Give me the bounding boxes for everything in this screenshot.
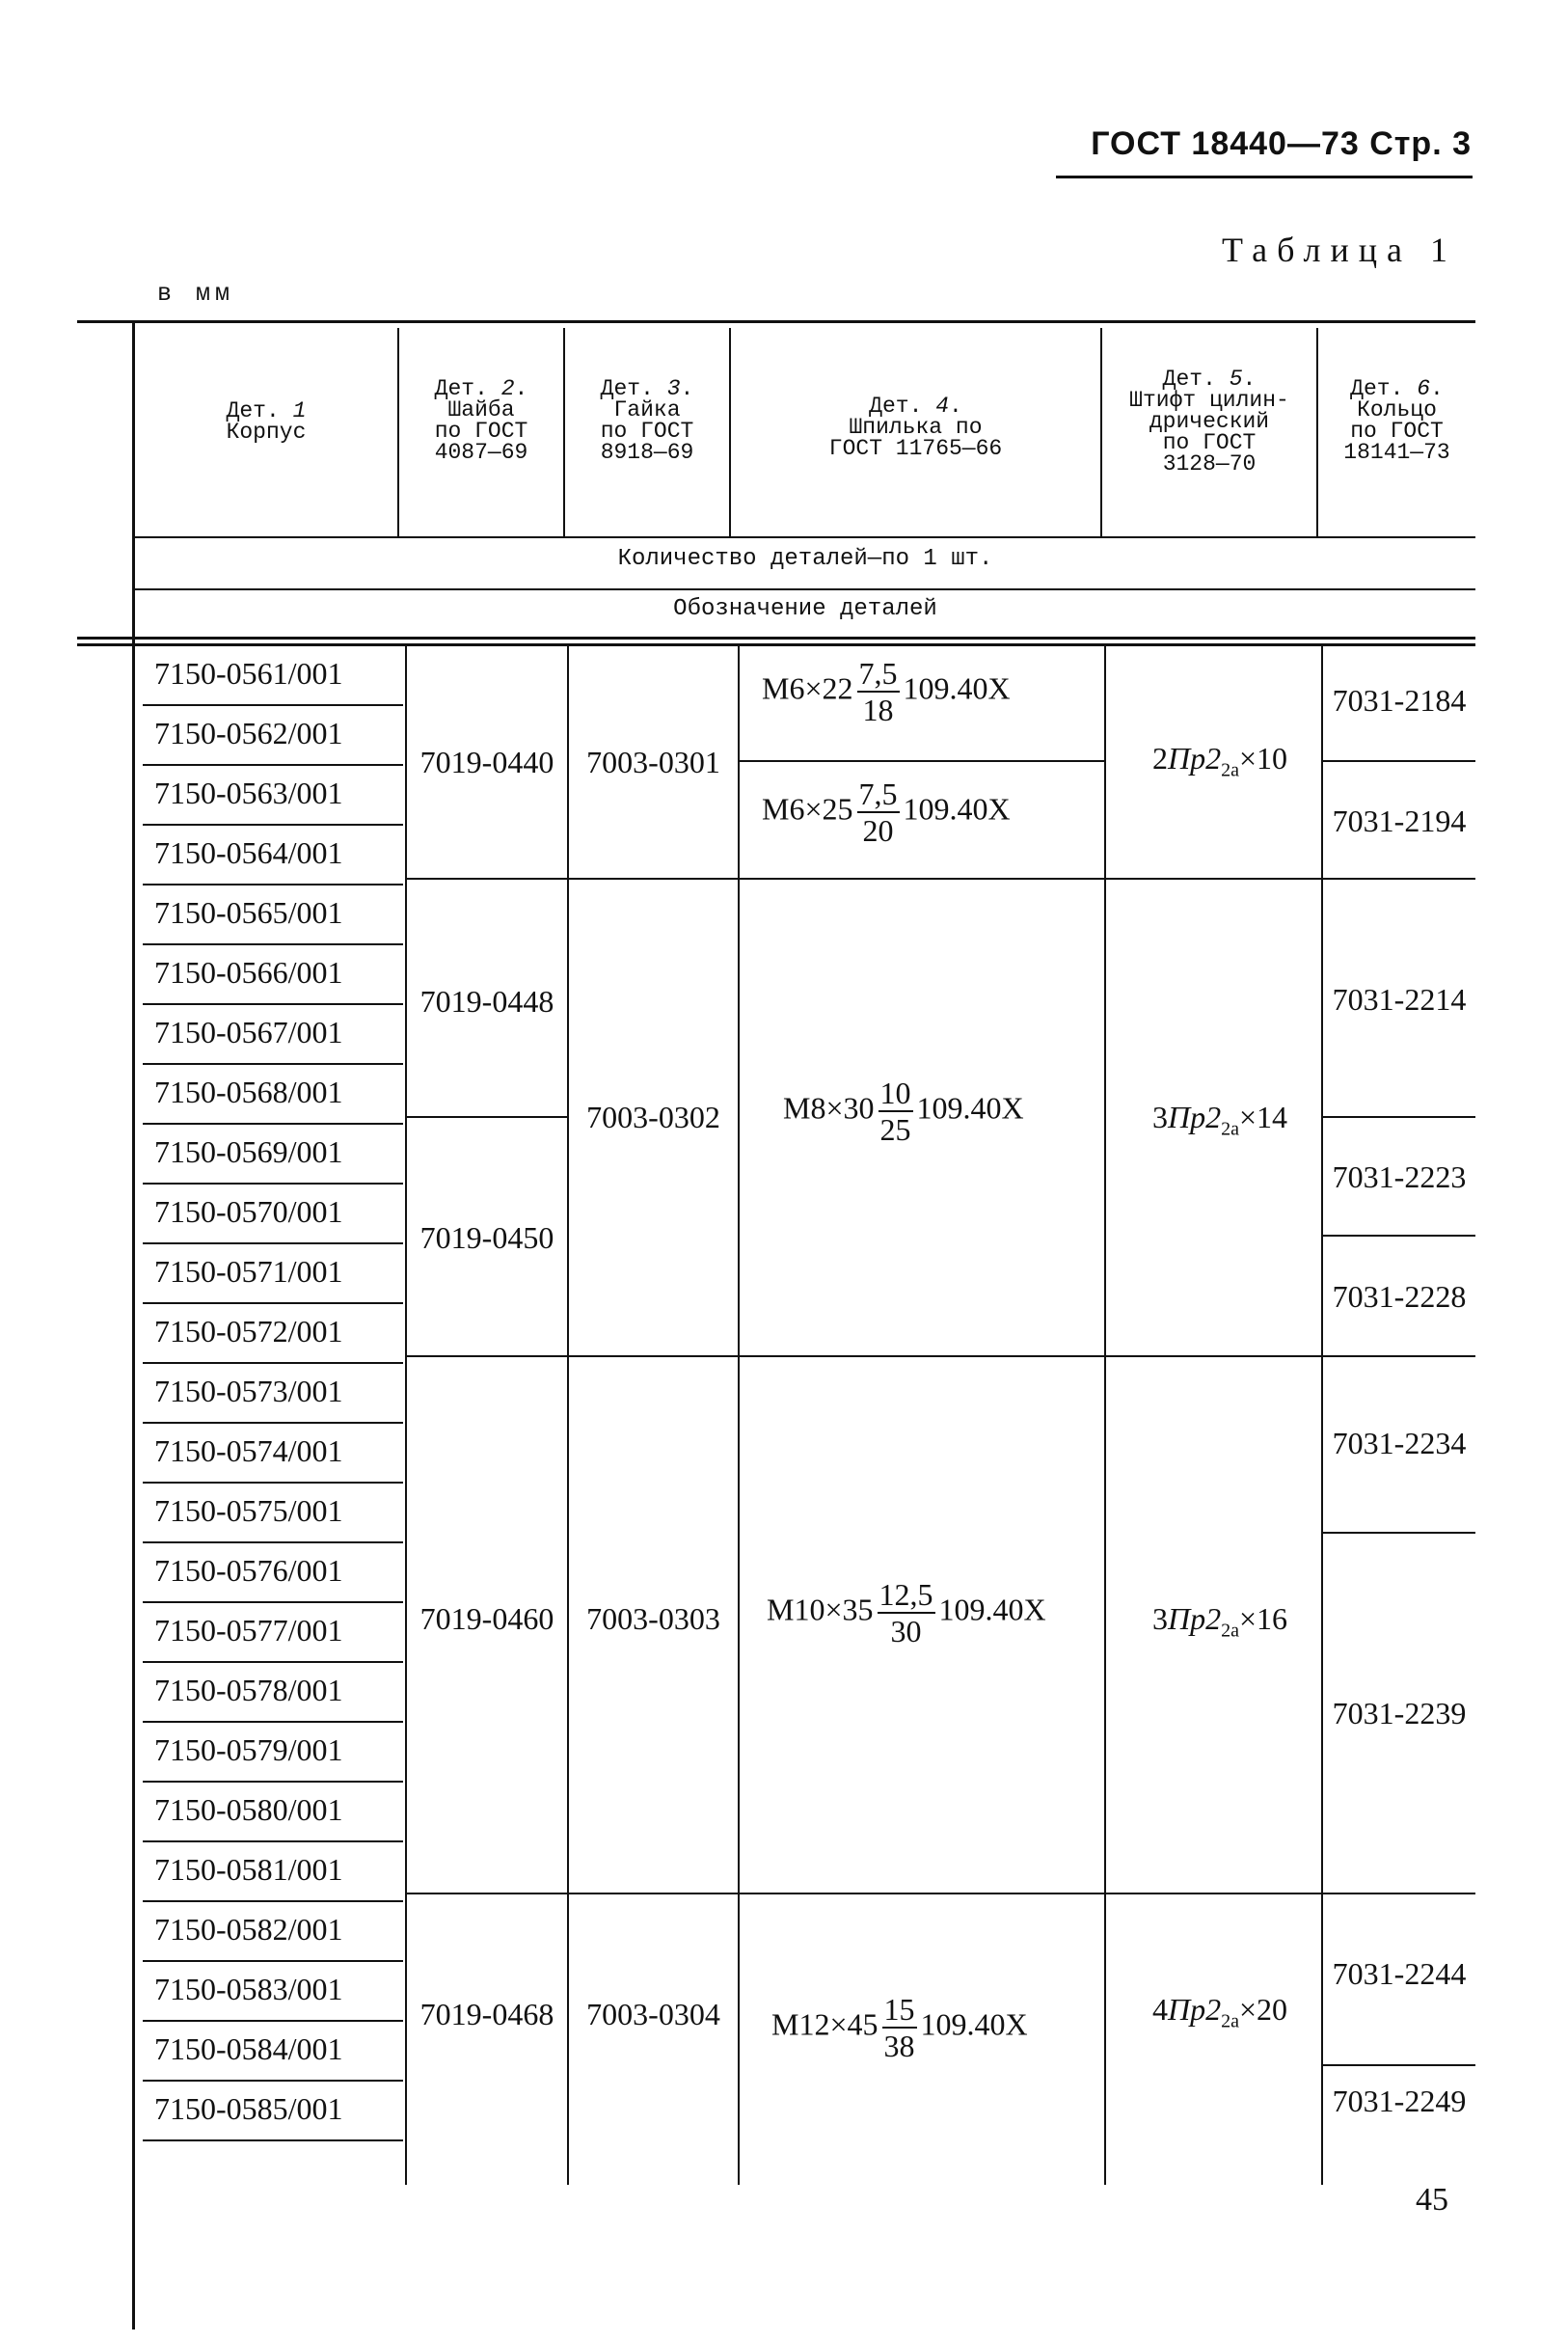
washer-code: 7019-0468 bbox=[419, 1997, 554, 2031]
ring-code: 7031-2239 bbox=[1332, 1696, 1467, 1730]
quantity-row: Количество деталей—по 1 шт. bbox=[617, 546, 993, 572]
ring-group-rule bbox=[1323, 878, 1475, 880]
ring-group-rule bbox=[1323, 2064, 1475, 2066]
housing-code: 7150-0570/001 bbox=[154, 1194, 343, 1229]
ring-code: 7031-2249 bbox=[1332, 2084, 1467, 2118]
ring-code: 7031-2214 bbox=[1332, 982, 1467, 1017]
housing-code: 7150-0580/001 bbox=[154, 1792, 343, 1827]
ring-code: 7031-2223 bbox=[1332, 1159, 1467, 1194]
housing-code: 7150-0573/001 bbox=[154, 1374, 343, 1408]
housing-row-rule bbox=[143, 1183, 403, 1185]
stud-group-rule bbox=[740, 760, 1104, 762]
housing-row-rule bbox=[143, 943, 403, 945]
housing-code: 7150-0572/001 bbox=[154, 1314, 343, 1349]
housing-code: 7150-0575/001 bbox=[154, 1493, 343, 1528]
page-number: 45 bbox=[1416, 2182, 1448, 2218]
housing-row-rule bbox=[143, 2020, 403, 2022]
housing-row-rule bbox=[143, 764, 403, 766]
housing-row-rule bbox=[143, 884, 403, 885]
housing-row-rule bbox=[143, 1422, 403, 1424]
table-left-border bbox=[132, 323, 135, 2329]
housing-code: 7150-0582/001 bbox=[154, 1912, 343, 1947]
stud-group-rule bbox=[740, 878, 1104, 880]
washer-group-rule bbox=[407, 1355, 567, 1357]
housing-code: 7150-0568/001 bbox=[154, 1075, 343, 1109]
pin-group-rule bbox=[1106, 1893, 1321, 1894]
housing-row-rule bbox=[143, 1123, 403, 1125]
housing-code: 7150-0564/001 bbox=[154, 835, 343, 870]
ring-group-rule bbox=[1323, 1532, 1475, 1534]
housing-row-rule bbox=[143, 1661, 403, 1663]
housing-code: 7150-0578/001 bbox=[154, 1673, 343, 1707]
pin-group-rule bbox=[1106, 1355, 1321, 1357]
designation-row-rule-2 bbox=[77, 643, 1475, 646]
pin-spec: $3Пр2_{2а}\times 16$ bbox=[1151, 1601, 1288, 1642]
housing-code: 7150-0565/001 bbox=[154, 895, 343, 930]
washer-group-rule bbox=[407, 1116, 567, 1118]
document-header: ГОСТ 18440—73 Стр. 3 bbox=[1091, 125, 1472, 162]
pin-group-rule bbox=[1106, 878, 1321, 880]
nut-group-rule bbox=[569, 878, 738, 880]
washer-group-rule bbox=[407, 878, 567, 880]
nut-code: 7003-0301 bbox=[586, 745, 720, 779]
washer-group-rule bbox=[407, 1893, 567, 1894]
housing-code: 7150-0579/001 bbox=[154, 1732, 343, 1767]
housing-code: 7150-0577/001 bbox=[154, 1613, 343, 1648]
pin-spec: $4Пр2_{2а}\times 20$ bbox=[1151, 1992, 1288, 2032]
housing-code: 7150-0581/001 bbox=[154, 1852, 343, 1887]
housing-row-rule bbox=[143, 1003, 403, 1005]
housing-code: 7150-0571/001 bbox=[154, 1254, 343, 1289]
housing-row-rule bbox=[143, 1302, 403, 1304]
units-label: в мм bbox=[157, 280, 235, 308]
ring-code: 7031-2184 bbox=[1332, 683, 1467, 718]
housing-code: 7150-0569/001 bbox=[154, 1134, 343, 1169]
washer-code: 7019-0448 bbox=[419, 984, 554, 1019]
pin-spec: $2Пр2_{2а}\times 10$ bbox=[1151, 741, 1288, 781]
stud-group-rule bbox=[740, 1355, 1104, 1357]
washer-code: 7019-0450 bbox=[419, 1220, 554, 1255]
housing-code: 7150-0583/001 bbox=[154, 1972, 343, 2006]
housing-row-rule bbox=[143, 2139, 403, 2141]
housing-row-rule bbox=[143, 1721, 403, 1723]
nut-group-rule bbox=[569, 1893, 738, 1894]
housing-code: 7150-0576/001 bbox=[154, 1553, 343, 1588]
housing-row-rule bbox=[143, 1601, 403, 1603]
ring-group-rule bbox=[1323, 1235, 1475, 1237]
table-top-rule bbox=[77, 320, 1475, 323]
stud-spec: M8×30 $\frac{10}{25}$ 109.40X bbox=[783, 1076, 1024, 1147]
table-title: Таблица 1 bbox=[1222, 231, 1457, 269]
header-rule bbox=[1056, 176, 1473, 178]
stud-spec: M12×45 $\frac{15}{38}$ 109.40X bbox=[771, 1992, 1028, 2063]
housing-row-rule bbox=[143, 824, 403, 826]
nut-group-rule bbox=[569, 1355, 738, 1357]
col-header-pin: Дет. 5. Штифт цилин- дрический по ГОСТ 3128—70 bbox=[1129, 367, 1289, 477]
col-header-stud: Дет. 4. Шпилька по ГОСТ 11765—66 bbox=[828, 394, 1003, 461]
housing-row-rule bbox=[143, 1781, 403, 1783]
housing-code: 7150-0567/001 bbox=[154, 1015, 343, 1049]
header-bottom-rule bbox=[135, 536, 1475, 538]
housing-row-rule bbox=[143, 1242, 403, 1244]
housing-row-rule bbox=[143, 1362, 403, 1364]
housing-code: 7150-0574/001 bbox=[154, 1433, 343, 1468]
housing-code: 7150-0566/001 bbox=[154, 955, 343, 990]
housing-row-rule bbox=[143, 1840, 403, 1842]
col-header-ring: Дет. 6. Кольцо по ГОСТ 18141—73 bbox=[1343, 376, 1450, 465]
housing-row-rule bbox=[143, 2080, 403, 2082]
stud-group-rule bbox=[740, 1893, 1104, 1894]
housing-code: 7150-0584/001 bbox=[154, 2031, 343, 2066]
ring-group-rule bbox=[1323, 1116, 1475, 1118]
ring-code: 7031-2228 bbox=[1332, 1279, 1467, 1314]
ring-group-rule bbox=[1323, 760, 1475, 762]
col-header-washer: Дет. 2. Шайба по ГОСТ 4087—69 bbox=[434, 376, 528, 465]
pin-spec: $3Пр2_{2а}\times 14$ bbox=[1151, 1100, 1288, 1140]
ring-code: 7031-2234 bbox=[1332, 1426, 1467, 1460]
stud-spec: M6×25 $\frac{7,5}{20}$ 109.40X bbox=[762, 776, 1011, 848]
col-header-housing: Дет. 1 Корпус bbox=[226, 398, 307, 445]
housing-code: 7150-0561/001 bbox=[154, 656, 343, 691]
housing-row-rule bbox=[143, 704, 403, 706]
ring-group-rule bbox=[1323, 1355, 1475, 1357]
housing-row-rule bbox=[143, 1900, 403, 1902]
housing-row-rule bbox=[143, 1541, 403, 1543]
housing-row-rule bbox=[143, 1063, 403, 1065]
nut-code: 7003-0304 bbox=[586, 1997, 720, 2031]
stud-spec: M6×22 $\frac{7,5}{18}$ 109.40X bbox=[762, 656, 1011, 727]
nut-code: 7003-0303 bbox=[586, 1601, 720, 1636]
housing-code: 7150-0562/001 bbox=[154, 716, 343, 750]
housing-row-rule bbox=[143, 1482, 403, 1484]
housing-code: 7150-0563/001 bbox=[154, 776, 343, 810]
washer-code: 7019-0460 bbox=[419, 1601, 554, 1636]
designation-row-rule-1 bbox=[77, 637, 1475, 640]
ring-code: 7031-2244 bbox=[1332, 1956, 1467, 1991]
stud-spec: M10×35 $\frac{12,5}{30}$ 109.40X bbox=[767, 1577, 1046, 1648]
ring-group-rule bbox=[1323, 1893, 1475, 1894]
nut-code: 7003-0302 bbox=[586, 1100, 720, 1134]
housing-row-rule bbox=[143, 1960, 403, 1962]
housing-code: 7150-0585/001 bbox=[154, 2091, 343, 2126]
col-header-nut: Дет. 3. Гайка по ГОСТ 8918—69 bbox=[600, 376, 694, 465]
qty-row-rule bbox=[135, 588, 1475, 590]
designation-row: Обозначение деталей bbox=[673, 596, 937, 622]
ring-code: 7031-2194 bbox=[1332, 804, 1467, 838]
washer-code: 7019-0440 bbox=[419, 745, 554, 779]
